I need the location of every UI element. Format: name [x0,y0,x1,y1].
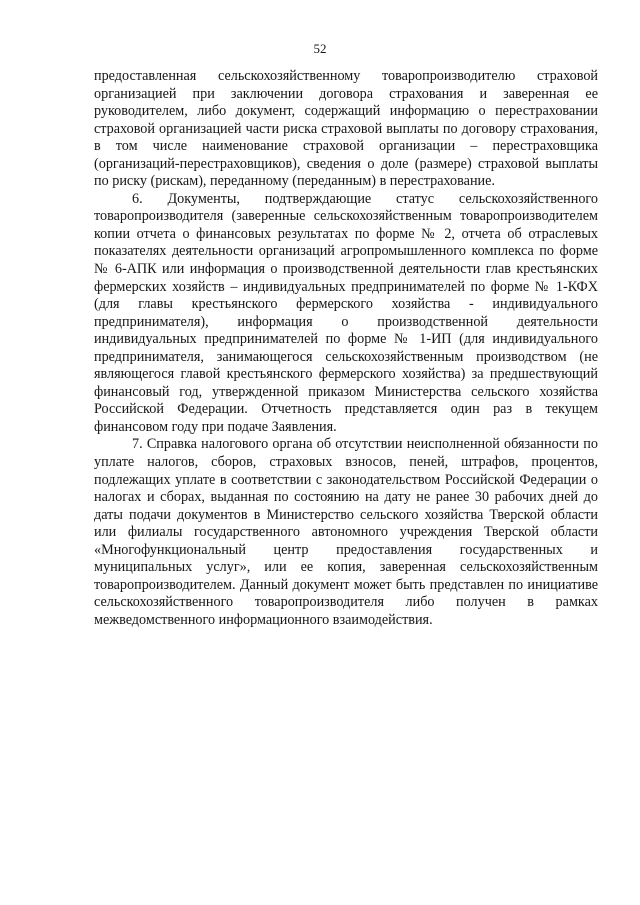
paragraph-item-7-tax-certificate: 7. Справка налогового органа об отсутствии неисполненной обязанности по уплате налогов, сборов, страховых взносов, пеней, штрафов, процентов, подлежащих уплате в соответствии с законодательством Российской Федерации о налогах и сборах, выданная по состоянию на дату не ранее 30 рабочих дней до даты подачи документов в Министерство сельского хозяйства Тверской области или филиалы государственного автономного учреждения Тверской области «Многофункциональный центр предоставления государственных и муниципальных услуг», или ее копия, заверенная сельскохозяйственным товаропроизводителем. Данный документ может быть представлен по инициативе сельскохозяйственного товаропроизводителя либо получен в рамках межведомственного информационного взаимодействия. [94,436,598,628]
document-body [94,68,598,630]
page-number: 52 [313,41,327,56]
paragraph-insurance-document: предоставленная сельскохозяйственному товаропроизводителю страховой организацией при заключении договора страхования и заверенная ее руководителем, либо документ, содержащий информацию о перестраховании страховой организацией части риска страховой выплаты по договору страхования, в том числе наименование страховой организации – перестраховщика (организаций-перестраховщиков), сведения о доле (размере) страховой выплаты по риску (рискам), переданному (переданным) в перестрахование. [94,68,598,190]
paragraph-item-6-status-documents: 6. Документы, подтверждающие статус сельскохозяйственного товаропроизводителя (заверенные сельскохозяйственным товаропроизводителем копии отчета о финансовых результатах по форме № 2, отчета об отраслевых показателях деятельности организаций агропромышленного комплекса по форме № 6-АПК или информация о производственной деятельности глав крестьянских фермерских хозяйств – индивидуальных предпринимателей по форме № 1-КФХ (для главы крестьянского фермерского хозяйства - индивидуального предпринимателя), информация о производственной деятельности индивидуальных предпринимателей по форме № 1-ИП (для индивидуального предпринимателя, занимающегося сельскохозяйственным производством (не являющегося главой крестьянского фермерского хозяйства) за предшествующий финансовый год, утвержденной приказом Министерства сельского хозяйства Российской Федерации. Отчетность представляется один раз в текущем финансовом году при подаче Заявления. [94,190,598,435]
